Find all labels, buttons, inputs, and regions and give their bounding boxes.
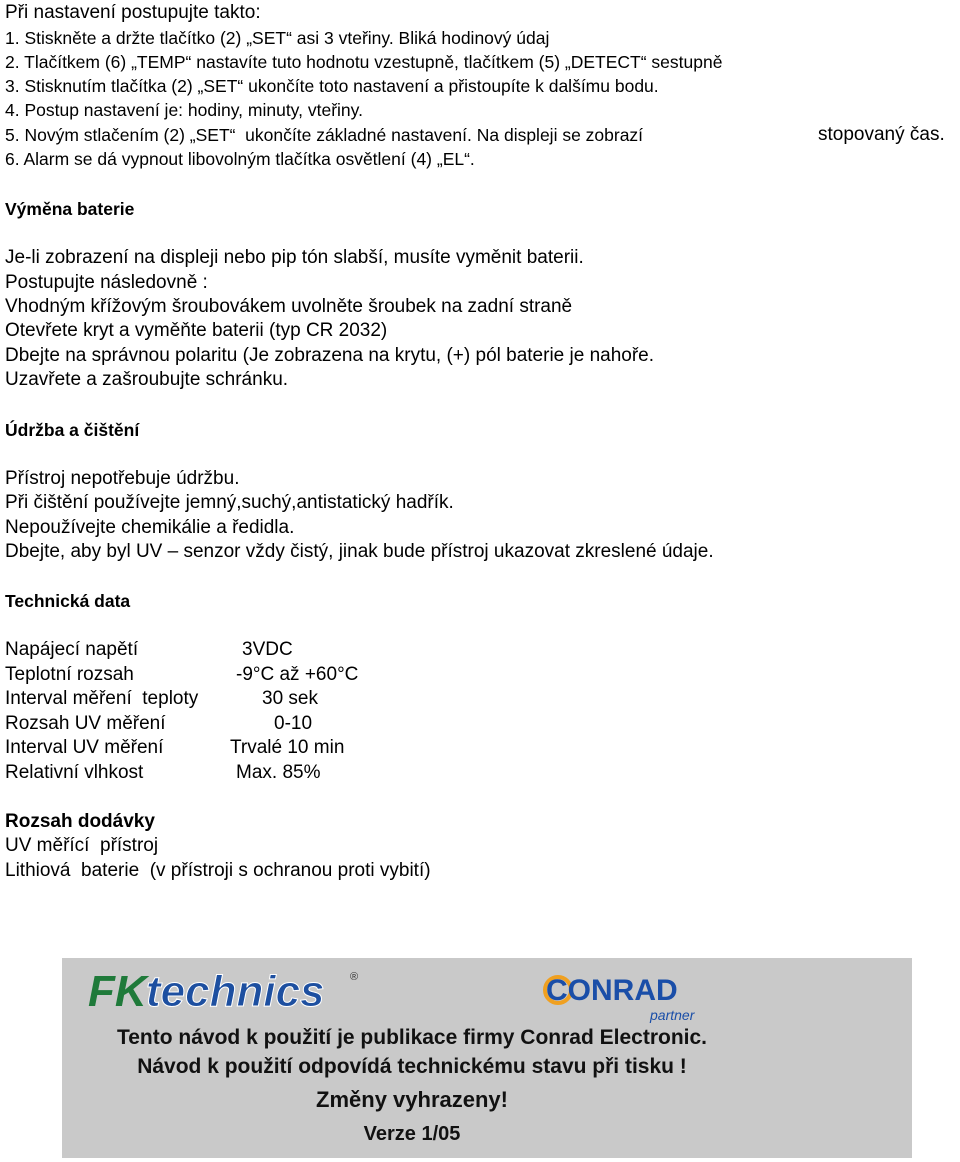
- battery-line-3: Vhodným křížovým šroubovákem uvolněte šroubek na zadní straně: [5, 296, 573, 317]
- tech-value-uv-range: 0-10: [274, 713, 313, 734]
- footer-line-3: Změny vyhrazeny!: [316, 1087, 508, 1112]
- tech-label-uv-interval: Interval UV měření: [5, 737, 164, 758]
- maintenance-line-3: Nepoužívejte chemikálie a ředidla.: [5, 517, 295, 538]
- tech-value-uv-interval: Trvalé 10 min: [230, 737, 345, 758]
- fk-logo-suffix: technics: [146, 967, 325, 1014]
- tech-value-voltage: 3VDC: [242, 639, 293, 660]
- step-3: 3. Stisknutím tlačítka (2) „SET“ ukončíte toto nastavení a přistoupíte k dalšímu bodu.: [5, 76, 659, 96]
- battery-line-4: Otevřete kryt a vyměňte baterii (typ CR 2032): [5, 320, 388, 341]
- step-6: 6. Alarm se dá vypnout libovolným tlačítka osvětlení (4) „EL“.: [5, 149, 475, 169]
- step-5: 5. Novým stlačením (2) „SET“ ukončíte základné nastavení. Na displeji se zobrazí: [5, 125, 644, 145]
- registered-mark: ®: [350, 971, 359, 983]
- tech-label-temp-interval: Interval měření teploty: [5, 688, 199, 709]
- package-line-2: Lithiová baterie (v přístroji s ochranou proti vybití): [5, 860, 431, 881]
- maintenance-line-1: Přístroj nepotřebuje údržbu.: [5, 468, 240, 489]
- tech-label-humidity: Relativní vlhkost: [5, 762, 144, 783]
- battery-line-1: Je-li zobrazení na displeji nebo pip tón slabší, musíte vyměnit baterii.: [5, 247, 584, 268]
- conrad-logo-sub: partner: [650, 1007, 695, 1023]
- footer-line-2: Návod k použití odpovídá technickému stavu při tisku !: [137, 1055, 687, 1078]
- battery-line-2: Postupujte následovně :: [5, 272, 208, 293]
- conrad-logo-word: CONRAD: [546, 974, 678, 1007]
- fktechnics-logo: [88, 966, 368, 1014]
- package-line-1: UV měřící přístroj: [5, 835, 159, 856]
- step-2: 2. Tlačítkem (6) „TEMP“ nastavíte tuto hodnotu vzestupně, tlačítkem (5) „DETECT“ sestupně: [5, 52, 723, 72]
- footer-line-1: Tento návod k použití je publikace firmy Conrad Electronic.: [116, 1026, 708, 1049]
- battery-line-5: Dbejte na správnou polaritu (Je zobrazena na krytu, (+) pól baterie je nahoře.: [5, 345, 655, 366]
- maintenance-line-2: Při čištění používejte jemný,suchý,antistatický hadřík.: [5, 492, 454, 513]
- step-1: 1. Stiskněte a držte tlačítko (2) „SET“ asi 3 vteřiny. Bliká hodinový údaj: [5, 28, 550, 48]
- publisher-footer: [62, 958, 912, 1158]
- maintenance-line-4: Dbejte, aby byl UV – senzor vždy čistý, jinak bude přístroj ukazovat zkreslené údaje.: [5, 541, 714, 562]
- tech-label-voltage: Napájecí napětí: [5, 639, 139, 660]
- tech-value-temp-range: -9°C až +60°C: [236, 664, 359, 685]
- step-5-tail: stopovaný čas.: [818, 124, 945, 145]
- tech-label-uv-range: Rozsah UV měření: [5, 713, 166, 734]
- battery-line-6: Uzavřete a zašroubujte schránku.: [5, 369, 289, 390]
- tech-value-temp-interval: 30 sek: [262, 688, 318, 709]
- maintenance-heading: Údržba a čištění: [5, 420, 140, 440]
- package-heading: Rozsah dodávky: [5, 811, 155, 832]
- tech-label-temp-range: Teplotní rozsah: [5, 664, 134, 685]
- conrad-logo: [542, 966, 742, 1026]
- instructions-intro: Při nastavení postupujte takto:: [5, 2, 261, 23]
- tech-value-humidity: Max. 85%: [236, 762, 321, 783]
- fk-logo-prefix: FK: [88, 967, 147, 1014]
- technical-heading: Technická data: [5, 591, 131, 611]
- step-4: 4. Postup nastavení je: hodiny, minuty, vteřiny.: [5, 100, 363, 120]
- footer-line-4: Verze 1/05: [363, 1123, 461, 1145]
- battery-heading: Výměna baterie: [5, 199, 135, 219]
